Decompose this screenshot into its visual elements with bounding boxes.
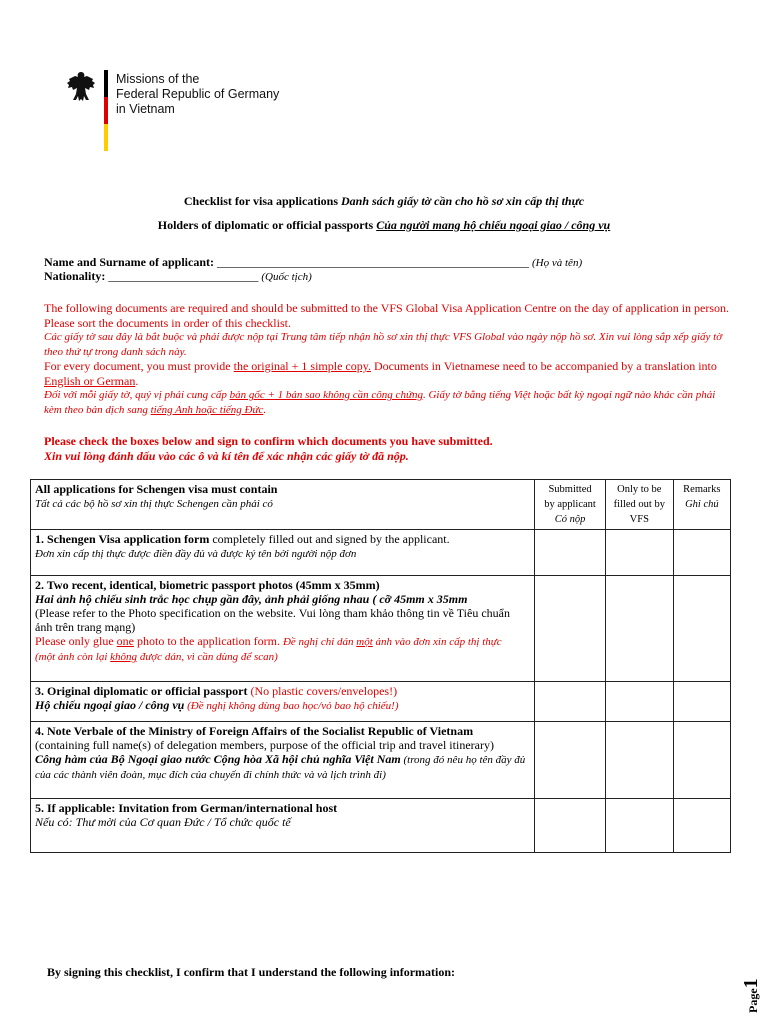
table-row — [31, 576, 731, 682]
notice-p1-en: The following documents are required and should be submitted to the VFS Global Visa Application Centre on the day of application in person. Please sort the documents in order of this checklist. — [44, 301, 730, 330]
row4-title: 4. Note Verbale of the Ministry of Foreign Affairs of the Socialist Republic of Vietnam — [35, 724, 474, 738]
row3-vi: Hộ chiếu ngoại giao / công vụ — [35, 698, 185, 712]
notice-p2-vi-a: Đối với mỗi giấy tờ, quý vị phải cung cấp — [44, 389, 230, 401]
nationality-field[interactable]: _________________________ — [108, 269, 259, 283]
title-vi: Danh sách giấy tờ cần cho hồ sơ xin cấp thị thực — [341, 194, 585, 208]
logo-line-3: in Vietnam — [116, 102, 175, 116]
row2-red-vi-u: một — [356, 636, 373, 648]
row2-red-vi-a: Đề nghị chỉ dán — [282, 636, 357, 648]
row2-title: 2. Two recent, identical, biometric passport photos (45mm x 35mm) — [35, 578, 380, 592]
notice-p1-vi: Các giấy tờ sau đây là bắt buộc và phải được nộp tại Trung tâm tiếp nhận hồ sơ xin thị thực VFS Global vào ngày nộp hồ sơ. Xin vui lòng sắp xếp giấy tờ theo thứ tự trong danh sách này. — [44, 331, 723, 358]
row2-red-vi2-a: (một ảnh còn lại — [35, 651, 111, 663]
row2-red-vi-b: ảnh vào đơn xin cấp thị thực — [372, 636, 502, 648]
row1-vfs-box — [605, 530, 673, 576]
row2-red-vi2-b: được dán, vì cần dùng để scan) — [137, 651, 278, 663]
row5-vfs-box — [605, 799, 673, 853]
col3-line1: Only to be — [617, 484, 662, 495]
federal-eagle-icon — [66, 70, 96, 106]
row2-note: (Please refer to the Photo specification on the website. Vui lòng tham khảo thông tin về Tiêu chuẩn ảnh trên trang mạng) — [35, 606, 510, 634]
row5-submitted-checkbox[interactable] — [535, 799, 606, 853]
row2-vi: Hai ảnh hộ chiếu sinh trắc học chụp gần đây, ảnh phải giống nhau ( cỡ 45mm x 35mm — [35, 592, 468, 606]
row4-vi-title: Công hàm của Bộ Ngoại giao nước Cộng hòa Xã hội chủ nghĩa Việt Nam — [35, 752, 401, 766]
row2-red-u: one — [116, 634, 134, 648]
subtitle-vi: Của người mang hộ chiếu ngoại giao / công vụ — [376, 218, 611, 232]
logo-text — [116, 72, 279, 117]
row1-title: 1. Schengen Visa application form — [35, 532, 210, 546]
name-field[interactable]: ____________________________________________________ — [217, 255, 530, 269]
col3-line2: filled out by — [613, 499, 665, 510]
flag-bar — [104, 70, 108, 152]
col4-line1: Remarks — [683, 484, 721, 495]
notice-p2-vi-u: bản gốc + 1 bản sao không cần công chứng — [229, 389, 423, 401]
header-cell-remarks — [673, 480, 730, 530]
notice-p2-vi-c: . — [263, 403, 267, 416]
row1-submitted-checkbox[interactable] — [535, 530, 606, 576]
row4-vi-desc: (trong đó nêu họ tên đầy đủ của các thành viên đoàn, mục đích của chuyến đi chính thức và và lịch trình đi) — [35, 754, 526, 781]
row1-remarks — [673, 530, 730, 576]
title-en: Checklist for visa applications — [183, 194, 338, 208]
row1-text — [31, 530, 535, 576]
row3-vfs-box — [605, 682, 673, 722]
col3-line3: VFS — [629, 514, 649, 525]
check-en: Please check the boxes below and sign to confirm which documents you have submitted. — [44, 434, 493, 448]
row2-vfs-box — [605, 576, 673, 682]
check-instruction — [44, 434, 734, 464]
row2-red-vi2-u: không — [110, 651, 138, 663]
document-title — [0, 194, 768, 209]
logo-line-1: Missions of the — [116, 72, 200, 86]
header-cell-submitted — [535, 480, 606, 530]
name-label-vi: (Họ và tên) — [532, 257, 583, 269]
page-label: Page — [746, 988, 760, 1013]
row3-red: (No plastic covers/envelopes!) — [247, 684, 398, 698]
nationality-label: Nationality: — [44, 269, 106, 283]
checklist-table — [30, 479, 731, 853]
row3-text — [31, 682, 535, 722]
notice-p2-vi — [44, 388, 734, 417]
row3-vi-red: (Đề nghị không dùng bao học/vỏ bao hộ chiếu!) — [184, 700, 399, 712]
applicant-fields — [44, 256, 582, 284]
notice-p2-en-c: . — [135, 373, 139, 388]
notice-p2-en-b: Documents in Vietnamese need to be accompanied by a translation into — [370, 359, 717, 373]
row5-title: 5. If applicable: Invitation from German/international host — [35, 801, 338, 815]
header-en: All applications for Schengen visa must contain — [35, 482, 278, 496]
row5-text — [31, 799, 535, 853]
row4-desc: (containing full name(s) of delegation members, purpose of the official trip and travel itinerary) — [35, 738, 494, 752]
confirmation-text: By signing this checklist, I confirm that I understand the following information: — [47, 965, 456, 979]
notice-paragraphs — [44, 301, 734, 417]
header-cell-vfs — [605, 480, 673, 530]
table-row — [31, 722, 731, 799]
row2-submitted-checkbox[interactable] — [535, 576, 606, 682]
table-header-row — [31, 480, 731, 530]
header-cell-requirements — [31, 480, 535, 530]
table-row — [31, 682, 731, 722]
table-row — [31, 530, 731, 576]
notice-p2-vi-u2: tiếng Anh hoặc tiếng Đức — [150, 403, 264, 416]
row3-title: 3. Original diplomatic or official passport — [35, 684, 248, 698]
notice-p2-vi-b: . Giấy tờ bằng tiếng Việt hoặc bất kỳ ngoại ngữ nào khác cần phải kèm theo bản dịch sang — [44, 389, 716, 416]
col2-line2: by applicant — [544, 499, 596, 510]
row2-remarks — [673, 576, 730, 682]
missions-logo — [66, 70, 306, 154]
row3-remarks — [673, 682, 730, 722]
col4-vi: Ghi chú — [685, 499, 719, 510]
name-label: Name and Surname of applicant: — [44, 255, 215, 269]
row1-desc: completely filled out and signed by the applicant. — [209, 532, 450, 546]
row4-vfs-box — [605, 722, 673, 799]
notice-p2-en-u: the original + 1 simple copy. — [233, 359, 371, 373]
notice-p2-en-u2: English or German — [44, 373, 136, 388]
row4-text — [31, 722, 535, 799]
row4-submitted-checkbox[interactable] — [535, 722, 606, 799]
row2-text — [31, 576, 535, 682]
page-num: 1 — [740, 978, 762, 989]
logo-line-2: Federal Republic of Germany — [116, 87, 280, 101]
row3-submitted-checkbox[interactable] — [535, 682, 606, 722]
header-vi: Tất cả các bộ hồ sơ xin thị thực Schengen cần phải có — [35, 498, 273, 510]
table-row — [31, 799, 731, 853]
document-subtitle — [0, 218, 768, 233]
row5-remarks — [673, 799, 730, 853]
notice-p2-en — [44, 359, 734, 388]
nationality-label-vi: (Quốc tịch) — [261, 271, 312, 283]
row5-vi: Nếu có: Thư mời của Cơ quan Đức / Tổ chức quốc tế — [35, 815, 291, 829]
check-vi: Xin vui lòng đánh dấu vào các ô và kí tên để xác nhận các giấy tờ đã nộp. — [44, 449, 409, 463]
col2-vi: Có nộp — [554, 514, 586, 525]
row1-vi: Đơn xin cấp thị thực được điền đầy đủ và được ký tên bởi người nộp đơn — [35, 548, 357, 560]
subtitle-en: Holders of diplomatic or official passports — [157, 218, 374, 232]
col2-line1: Submitted — [548, 484, 592, 495]
row4-remarks — [673, 722, 730, 799]
row2-red-b: photo to the application form. — [133, 634, 283, 648]
page-number — [738, 945, 766, 1015]
notice-p2-en-a: For every document, you must provide — [44, 359, 234, 373]
row2-red-a: Please only glue — [35, 634, 117, 648]
